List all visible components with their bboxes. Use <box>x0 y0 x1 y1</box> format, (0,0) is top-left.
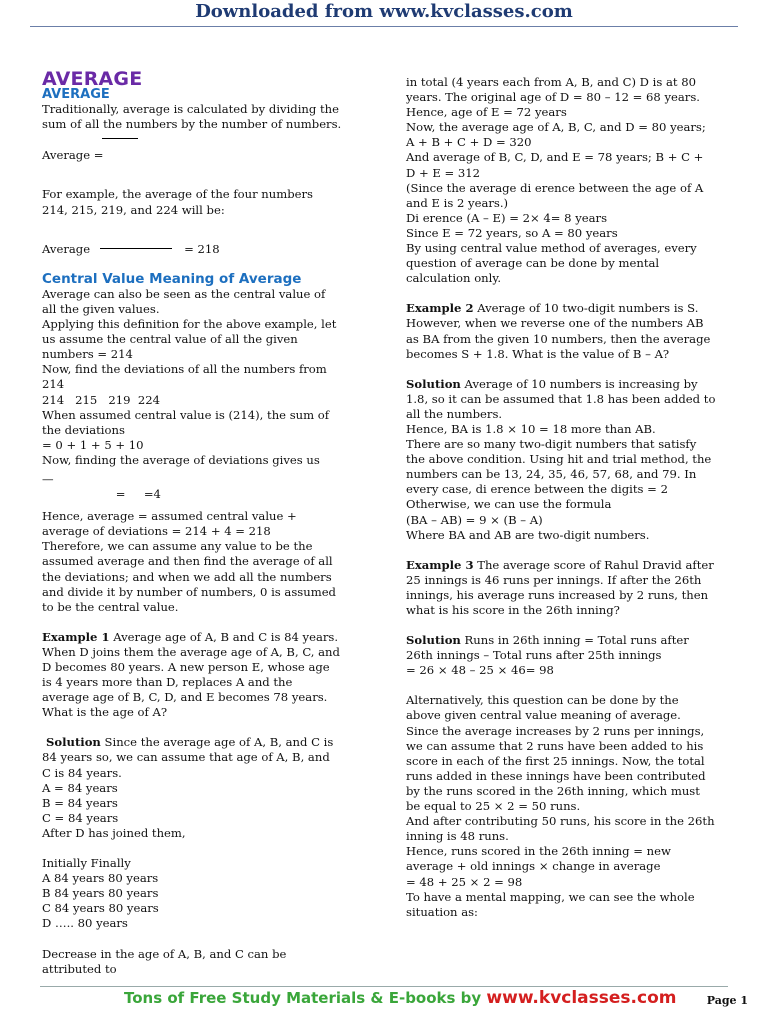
para-line: in total (4 years each from A, B, and C) D is at 80 years. The original age of D = 80 – 12 = 68 years. <box>406 75 700 105</box>
page-header: Downloaded from www.kvclasses.com <box>195 1 573 22</box>
solution-3 <box>406 633 716 663</box>
table-line: A 84 years 80 years <box>42 871 159 886</box>
right-column <box>406 75 716 920</box>
solution-1-label: Solution <box>46 735 101 750</box>
age-line: After D has joined them, <box>42 825 186 840</box>
para-line: = 0 + 1 + 5 + 10 <box>42 437 144 452</box>
solution-2 <box>406 377 716 422</box>
example-3-text: The average score of Rahul Dravid after 25 innings is 46 runs per innings. If after the 26th innings, his average runs increased by 2 runs, then what is his score in the 26th inning? <box>406 557 714 617</box>
para-line: = 48 + 25 × 2 = 98 <box>406 874 523 889</box>
footer-text <box>124 988 676 1008</box>
para-line: Hence, runs scored in the 26th inning = new average + old innings × change in average <box>406 844 671 874</box>
para-line: By using central value method of averages, every question of average can be done by mental calculation only. <box>406 241 697 286</box>
solution-2-label: Solution <box>406 376 461 391</box>
para-line: (Since the average di erence between the age of A and E is 2 years.) <box>406 180 704 210</box>
solution-3-label: Solution <box>406 633 461 648</box>
example-1-text: Average age of A, B and C is 84 years. When D joins them the average age of A, B, C, and D becomes 80 years. A new person E, whose age is 4 years more than D, replaces A and the average age of B, C, D, and E becomes 78 years. What is the age of A? <box>42 629 340 720</box>
para-line: Now, the average age of A, B, C, and D = 80 years; A + B + C + D = 320 <box>406 120 706 150</box>
fraction-bar <box>102 138 138 139</box>
avg-line <box>42 242 342 257</box>
para-line: 214 215 219 224 <box>42 392 160 407</box>
para-line: Di erence (A – E) = 2× 4= 8 years <box>406 210 608 225</box>
example-3-label: Example 3 <box>406 557 474 572</box>
avg-fraction-bar <box>100 248 172 249</box>
para-line: Since E = 72 years, so A = 80 years <box>406 225 618 240</box>
para-line: Alternatively, this question can be done by the above given central value meaning of average. Since the average increases by 2 runs per innings, we can assume that 2 runs have been added to his score in each of the first 25 innings. Now, the total runs added in these innings have been contributed by the runs scored in the 26th inning, which must be equal to 25 × 2 = 50 runs. <box>406 693 706 814</box>
section-title: Central Value Meaning of Average <box>42 270 302 287</box>
footer-tagline: Tons of Free Study Materials & E-books by <box>124 989 487 1007</box>
avg-result: = 218 <box>184 241 220 256</box>
example-3 <box>406 558 716 618</box>
page-footer <box>0 986 768 1016</box>
last-line: Decrease in the age of A, B, and C can be attributed to <box>42 946 287 976</box>
footer-divider <box>40 986 728 987</box>
age-line: B = 84 years <box>42 795 118 810</box>
example-text: For example, the average of the four numbers 214, 215, 219, and 224 will be: <box>42 187 313 217</box>
para-line: To have a mental mapping, we can see the whole situation as: <box>406 889 695 919</box>
solution-1 <box>42 735 342 780</box>
spacer <box>42 132 342 148</box>
para-line: — <box>42 471 54 486</box>
table-line: C 84 years 80 years <box>42 901 159 916</box>
left-column <box>42 68 342 977</box>
para-line: Hence, BA is 1.8 × 10 = 18 more than AB. <box>406 421 656 436</box>
para-line: Hence, age of E = 72 years <box>406 105 567 120</box>
para-line: And average of B, C, D, and E = 78 years; B + C + D + E = 312 <box>406 150 704 180</box>
para-line: And after contributing 50 runs, his score in the 26th inning is 48 runs. <box>406 814 715 844</box>
para-line: Now, find the deviations of all the numbers from 214 <box>42 362 327 392</box>
solution-2-text: Average of 10 numbers is increasing by 1.8, so it can be assumed that 1.8 has been added to all the numbers. <box>406 376 716 421</box>
footer-url-link[interactable]: www.kvclasses.com <box>486 988 677 1008</box>
para-line: Hence, average = assumed central value + average of deviations = 214 + 4 = 218 <box>42 509 297 539</box>
sub-title: AVERAGE <box>42 87 110 103</box>
para-line: Average can also be seen as the central value of all the given values. <box>42 286 326 316</box>
example-2-label: Example 2 <box>406 301 474 316</box>
para-line: Where BA and AB are two-digit numbers. <box>406 527 650 542</box>
para-line: = =4 <box>42 487 161 502</box>
para-line: (BA – AB) = 9 × (B – A) <box>406 512 543 527</box>
solution-3-calc: = 26 × 48 – 25 × 46= 98 <box>406 663 554 678</box>
age-line: C = 84 years <box>42 810 119 825</box>
avg-label: Average <box>42 241 91 256</box>
example-1-label: Example 1 <box>42 629 110 644</box>
para-line: When assumed central value is (214), the sum of the deviations <box>42 407 330 437</box>
solution-1-text: Since the average age of A, B, and C is 84 years so, we can assume that age of A, B, and C is 84 years. <box>42 735 334 780</box>
table-line: D ….. 80 years <box>42 916 128 931</box>
para-line: Now, finding the average of deviations gives us <box>42 452 320 467</box>
example-2-text: Average of 10 two-digit numbers is S. However, when we reverse one of the numbers AB as BA from the given 10 numbers, then the average becomes S + 1.8. What is the value of B – A? <box>406 301 711 361</box>
solution-3-text: Runs in 26th inning = Total runs after 26th innings – Total runs after 25th innings <box>406 633 689 663</box>
para-line: Applying this definition for the above example, let us assume the central value of all the given numbers = 214 <box>42 317 337 362</box>
table-line: Initially Finally <box>42 856 131 871</box>
formula-label: Average = <box>42 148 104 163</box>
example-2 <box>406 301 716 361</box>
table-line: B 84 years 80 years <box>42 886 159 901</box>
example-1 <box>42 630 342 721</box>
page-number: Page 1 <box>706 994 748 1007</box>
para-line: Therefore, we can assume any value to be the assumed average and then find the average of all the deviations; and when we add all the numbers and divide it by number of numbers, 0 is assumed to be the central value. <box>42 539 336 614</box>
header-divider <box>30 26 738 27</box>
para-line: Otherwise, we can use the formula <box>406 497 612 512</box>
para-line: There are so many two-digit numbers that satisfy the above condition. Using hit and trial method, the numbers can be 13, 24, 35, 46, 57, 68, and 79. In every case, di erence between the digits = 2 <box>406 437 712 497</box>
age-line: A = 84 years <box>42 780 118 795</box>
main-title: AVERAGE <box>42 68 143 90</box>
intro-text: Traditionally, average is calculated by dividing the sum of all the numbers by the number of numbers. <box>42 102 342 132</box>
